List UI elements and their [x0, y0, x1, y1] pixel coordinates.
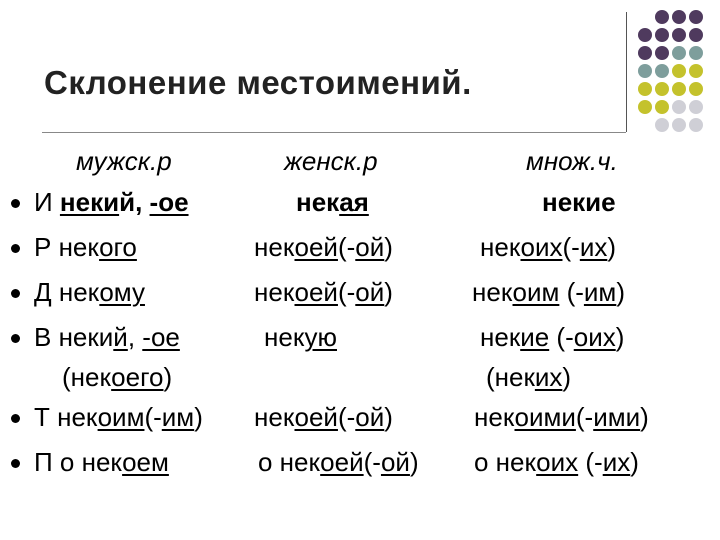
ending-underlined: неки: [59, 187, 120, 217]
decor-dot: [638, 46, 652, 60]
header-masculine: мужск.р: [76, 146, 172, 176]
word-part: ): [409, 447, 419, 477]
ending-underlined: оего: [111, 362, 164, 392]
decor-dot: [655, 10, 669, 24]
decor-dot: [689, 118, 703, 132]
decor-dot: [672, 100, 686, 114]
ending-underlined: й: [113, 322, 128, 352]
cell-masc: [34, 322, 180, 352]
cell-plural: [474, 447, 639, 477]
ending-underlined: -ое: [149, 187, 189, 217]
cell-fem: [258, 447, 419, 477]
decor-dot: [672, 10, 686, 24]
cell-masc: [62, 362, 172, 392]
word-part: (нек: [486, 362, 535, 392]
cell-plural: [472, 277, 625, 307]
list-bullet: [11, 199, 20, 208]
ending-underlined: оей: [294, 402, 338, 432]
cell-plural: [480, 322, 624, 352]
ending-underlined: оим: [97, 402, 145, 432]
word-part: нек: [480, 322, 521, 352]
ending-underlined: их: [534, 362, 563, 392]
header-plural: множ.ч.: [526, 146, 618, 176]
decor-dot: [689, 10, 703, 24]
word-part: нек: [296, 187, 340, 217]
word-part: И: [34, 187, 60, 217]
decor-dot: [672, 118, 686, 132]
ending-underlined: ому: [99, 277, 145, 307]
slide-title: Склонение местоимений.: [44, 64, 472, 101]
decor-dot: [689, 46, 703, 60]
ending-underlined: их: [579, 232, 608, 262]
word-part: ): [607, 232, 617, 262]
word-part: ): [630, 447, 639, 477]
word-part: нек: [264, 322, 305, 352]
decor-dot: [655, 82, 669, 96]
ending-underlined: оих: [573, 322, 616, 352]
ending-underlined: оей: [320, 447, 364, 477]
list-bullet: [11, 414, 20, 423]
word-part: нек: [254, 402, 295, 432]
ending-underlined: ая: [339, 187, 369, 217]
word-part: (-: [559, 277, 584, 307]
decor-dot: [638, 100, 652, 114]
decor-dot: [672, 82, 686, 96]
ending-underlined: им: [583, 277, 617, 307]
word-part: Т нек: [34, 402, 98, 432]
ending-underlined: оем: [122, 447, 169, 477]
list-bullet: [11, 459, 20, 468]
word-part: нек: [472, 277, 513, 307]
decor-dot: [672, 64, 686, 78]
word-part: ): [194, 402, 203, 432]
word-part: ): [615, 322, 625, 352]
word-part: (-: [337, 402, 356, 432]
cell-fem: [264, 322, 337, 352]
word-part: Р нек: [34, 232, 100, 262]
word-part: ): [384, 232, 393, 262]
ending-underlined: ого: [99, 232, 137, 262]
decor-dot: [689, 82, 703, 96]
word-part: о нек: [258, 447, 321, 477]
cell-fem: [254, 277, 393, 307]
word-part: Д нек: [34, 277, 100, 307]
word-part: нек: [254, 232, 295, 262]
ending-underlined: ой: [380, 447, 410, 477]
cell-fem: [296, 187, 369, 217]
decor-dot: [689, 28, 703, 42]
word-part: В неки: [34, 322, 114, 352]
word-part: й: [119, 187, 136, 217]
word-part: ): [640, 402, 649, 432]
word-part: нек: [254, 277, 295, 307]
word-part: (-: [144, 402, 162, 432]
word-part: ): [384, 402, 393, 432]
ending-underlined: оей: [294, 232, 338, 262]
cell-plural: [486, 362, 571, 392]
ending-underlined: ой: [355, 277, 385, 307]
cell-masc: [34, 277, 145, 307]
word-part: о нек: [474, 447, 537, 477]
cell-plural: [480, 232, 616, 262]
decor-dot: [689, 100, 703, 114]
header-feminine: женск.р: [284, 146, 378, 176]
cell-masc: [34, 447, 169, 477]
list-bullet: [11, 289, 20, 298]
list-bullet: [11, 334, 20, 343]
word-part: (-: [578, 447, 603, 477]
word-part: П о нек: [34, 447, 123, 477]
ending-underlined: оими: [514, 402, 576, 432]
decor-dot: [655, 100, 669, 114]
decor-dot: [672, 28, 686, 42]
ending-underlined: -ое: [142, 322, 180, 352]
horizontal-rule: [42, 132, 626, 133]
cell-fem: [254, 232, 393, 262]
cell-plural: [474, 402, 649, 432]
cell-plural: [542, 187, 616, 217]
ending-underlined: оих: [536, 447, 579, 477]
cell-fem: [254, 402, 393, 432]
ending-underlined: им: [161, 402, 195, 432]
ending-underlined: ой: [355, 232, 385, 262]
cell-masc: [34, 402, 203, 432]
cell-masc: [34, 187, 189, 217]
decor-dot: [689, 64, 703, 78]
word-part: (-: [575, 402, 594, 432]
list-bullet: [11, 244, 20, 253]
word-part: нек: [474, 402, 515, 432]
word-part: некие: [542, 187, 616, 217]
word-part: ): [616, 277, 625, 307]
decor-dot: [655, 64, 669, 78]
word-part: (-: [363, 447, 381, 477]
ending-underlined: оей: [294, 277, 338, 307]
decor-dot: [672, 46, 686, 60]
ending-underlined: ую: [304, 322, 337, 352]
decor-dot: [638, 82, 652, 96]
ending-underlined: ой: [355, 402, 385, 432]
word-part: (-: [549, 322, 574, 352]
word-part: (-: [337, 232, 356, 262]
vertical-rule: [626, 12, 627, 132]
word-part: ,: [135, 187, 150, 217]
decor-dot: [655, 28, 669, 42]
decor-dot: [638, 28, 652, 42]
decor-dot: [638, 64, 652, 78]
word-part: ,: [127, 322, 143, 352]
decor-dot: [655, 118, 669, 132]
ending-underlined: их: [602, 447, 631, 477]
word-part: (-: [562, 232, 580, 262]
word-part: (нек: [62, 362, 112, 392]
ending-underlined: ие: [520, 322, 550, 352]
ending-underlined: оим: [512, 277, 560, 307]
decor-dot: [655, 46, 669, 60]
ending-underlined: ими: [593, 402, 641, 432]
word-part: ): [384, 277, 393, 307]
word-part: (-: [337, 277, 356, 307]
cell-masc: [34, 232, 137, 262]
word-part: ): [163, 362, 173, 392]
ending-underlined: оих: [520, 232, 563, 262]
word-part: ): [562, 362, 572, 392]
word-part: нек: [480, 232, 521, 262]
